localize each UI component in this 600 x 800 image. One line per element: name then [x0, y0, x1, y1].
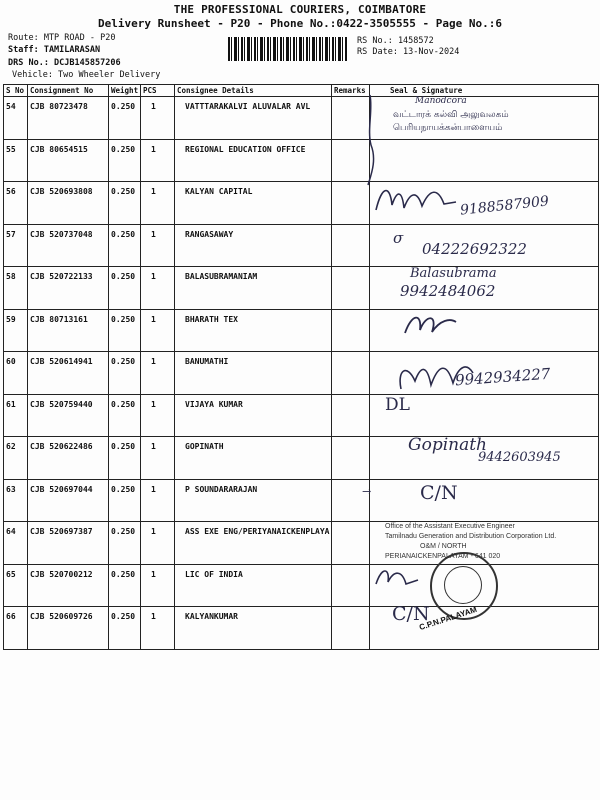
- cell-pcs: 1: [141, 522, 175, 565]
- cell-pcs: 1: [141, 309, 175, 352]
- cell-consignee: VATTTARAKALVI ALUVALAR AVL: [175, 97, 332, 140]
- cell-pcs: 1: [141, 479, 175, 522]
- cell-consignee: REGIONAL EDUCATION OFFICE: [175, 139, 332, 182]
- cell-sno: 62: [4, 437, 28, 480]
- cell-sno: 57: [4, 224, 28, 267]
- cell-weight: 0.250: [109, 564, 141, 607]
- col-sno: S No: [4, 85, 28, 97]
- cell-consignee: RANGASAWAY: [175, 224, 332, 267]
- cell-consignment-no: CJB 80654515: [28, 139, 109, 182]
- cell-pcs: 1: [141, 437, 175, 480]
- cell-weight: 0.250: [109, 97, 141, 140]
- cell-sno: 60: [4, 352, 28, 395]
- cell-remarks: [332, 564, 370, 607]
- hw-r57-phone: 04222692322: [422, 240, 527, 258]
- hw-r54-tamil1: வட்டாரக் கல்வி அலுவலகம்: [393, 110, 509, 120]
- cell-consignment-no: CJB 520622486: [28, 437, 109, 480]
- signature-r56: [372, 180, 462, 220]
- cell-consignee: BANUMATHI: [175, 352, 332, 395]
- table-header: [4, 85, 599, 97]
- cell-sno: 63: [4, 479, 28, 522]
- cell-sno: 59: [4, 309, 28, 352]
- cell-sno: 56: [4, 182, 28, 225]
- cell-weight: 0.250: [109, 607, 141, 650]
- cell-consignee: LIC OF INDIA: [175, 564, 332, 607]
- cell-pcs: 1: [141, 182, 175, 225]
- hw-r61-mark: DL: [385, 395, 410, 415]
- hw-r63-tick: →: [362, 485, 372, 498]
- stamp-line2: Tamilnadu Generation and Distribution Corporation Ltd.: [385, 533, 557, 540]
- route: Route: MTP ROAD - P20: [8, 33, 116, 43]
- hw-r60-phone: 9942934227: [454, 364, 551, 390]
- cell-weight: 0.250: [109, 394, 141, 437]
- signature-r55: [365, 90, 395, 190]
- signature-r65: [372, 562, 422, 592]
- col-consignee: Consignee Details: [175, 85, 332, 97]
- cell-remarks: [332, 224, 370, 267]
- table-row: [4, 309, 599, 352]
- cell-consignee: BALASUBRAMANIAM: [175, 267, 332, 310]
- col-consignment: Consignment No: [28, 85, 109, 97]
- cell-remarks: [332, 352, 370, 395]
- office-stamp: [385, 522, 590, 562]
- cell-remarks: [332, 394, 370, 437]
- cell-sno: 54: [4, 97, 28, 140]
- cell-consignee: GOPINATH: [175, 437, 332, 480]
- cell-pcs: 1: [141, 607, 175, 650]
- cell-sno: 64: [4, 522, 28, 565]
- stamp-line1: Office of the Assistant Executive Engineer: [385, 523, 515, 530]
- cell-consignment-no: CJB 520697044: [28, 479, 109, 522]
- cell-consignment-no: CJB 80723478: [28, 97, 109, 140]
- hw-r66-mark: C/N: [392, 603, 430, 625]
- col-remarks: Remarks: [332, 85, 370, 97]
- cell-weight: 0.250: [109, 522, 141, 565]
- rs-no: RS No.: 1458572: [357, 36, 434, 46]
- cell-consignment-no: CJB 520693808: [28, 182, 109, 225]
- cell-pcs: 1: [141, 267, 175, 310]
- cell-consignment-no: CJB 520700212: [28, 564, 109, 607]
- hw-r58-name: Balasubrama: [410, 266, 497, 281]
- cell-pcs: 1: [141, 564, 175, 607]
- cell-consignment-no: CJB 520697387: [28, 522, 109, 565]
- cell-consignee: KALYAN CAPITAL: [175, 182, 332, 225]
- table-row: [4, 479, 599, 522]
- signature-r59: [400, 308, 460, 338]
- cell-signature: [370, 139, 599, 182]
- cell-sno: 58: [4, 267, 28, 310]
- runsheet-title: Delivery Runsheet - P20 - Phone No.:0422-3505555 - Page No.:6: [98, 17, 502, 30]
- table-row: [4, 394, 599, 437]
- cell-consignment-no: CJB 520737048: [28, 224, 109, 267]
- cell-remarks: [332, 437, 370, 480]
- hw-r57-mark: σ: [393, 229, 404, 247]
- drs-no: DRS No.: DCJB145857206: [8, 58, 121, 68]
- rs-date: RS Date: 13-Nov-2024: [357, 47, 460, 57]
- stamp-line4: PERIANAICKENPALAYAM - 641 020: [385, 553, 501, 560]
- cell-pcs: 1: [141, 352, 175, 395]
- cell-consignment-no: CJB 520722133: [28, 267, 109, 310]
- hw-r62-name: Gopinath: [408, 435, 487, 455]
- col-pcs: PCS: [141, 85, 175, 97]
- table-row: [4, 139, 599, 182]
- cell-sno: 61: [4, 394, 28, 437]
- cell-pcs: 1: [141, 97, 175, 140]
- cell-weight: 0.250: [109, 479, 141, 522]
- cell-sno: 66: [4, 607, 28, 650]
- cell-sno: 55: [4, 139, 28, 182]
- cell-consignment-no: CJB 520759440: [28, 394, 109, 437]
- table-row: [4, 564, 599, 607]
- stamp-line3: O&M / NORTH: [420, 543, 467, 550]
- cell-sno: 65: [4, 564, 28, 607]
- cell-weight: 0.250: [109, 139, 141, 182]
- cell-consignment-no: CJB 520614941: [28, 352, 109, 395]
- staff: Staff: TAMILARASAN: [8, 45, 101, 55]
- hw-r62-phone: 9442603945: [478, 450, 561, 465]
- hw-r54-tamil2: பெரியநாயக்கன்பாளையம்: [393, 123, 503, 133]
- round-seal-text: C.P.N.PALAYAM: [418, 604, 478, 633]
- cell-weight: 0.250: [109, 437, 141, 480]
- hw-r63-mark: C/N: [420, 482, 458, 504]
- cell-weight: 0.250: [109, 309, 141, 352]
- cell-consignee: P SOUNDARARAJAN: [175, 479, 332, 522]
- cell-weight: 0.250: [109, 352, 141, 395]
- cell-remarks: [332, 97, 370, 140]
- hw-r58-phone: 9942484062: [400, 282, 496, 300]
- company-title: THE PROFESSIONAL COURIERS, COIMBATORE: [173, 3, 427, 16]
- cell-consignee: BHARATH TEX: [175, 309, 332, 352]
- cell-remarks: [332, 267, 370, 310]
- cell-pcs: 1: [141, 394, 175, 437]
- hw-r54-name: Manodcora: [415, 96, 467, 106]
- cell-pcs: 1: [141, 224, 175, 267]
- cell-remarks: [332, 309, 370, 352]
- table-row: [4, 267, 599, 310]
- hw-r56-phone: 9188587909: [459, 193, 550, 219]
- cell-remarks: [332, 522, 370, 565]
- cell-pcs: 1: [141, 139, 175, 182]
- vehicle: Vehicle: Two Wheeler Delivery: [12, 70, 161, 80]
- cell-remarks: [332, 139, 370, 182]
- col-signature: Seal & Signature: [370, 85, 599, 97]
- table-row: [4, 607, 599, 650]
- cell-signature: [370, 479, 599, 522]
- cell-remarks: [332, 607, 370, 650]
- barcode: [228, 37, 348, 61]
- cell-weight: 0.250: [109, 224, 141, 267]
- cell-consignee: ASS EXE ENG/PERIYANAICKENPLAYA: [175, 522, 332, 565]
- cell-weight: 0.250: [109, 182, 141, 225]
- cell-consignee: KALYANKUMAR: [175, 607, 332, 650]
- cell-consignment-no: CJB 80713161: [28, 309, 109, 352]
- cell-weight: 0.250: [109, 267, 141, 310]
- cell-consignment-no: CJB 520609726: [28, 607, 109, 650]
- col-weight: Weight: [109, 85, 141, 97]
- cell-remarks: [332, 182, 370, 225]
- cell-consignee: VIJAYA KUMAR: [175, 394, 332, 437]
- table-row: [4, 97, 599, 140]
